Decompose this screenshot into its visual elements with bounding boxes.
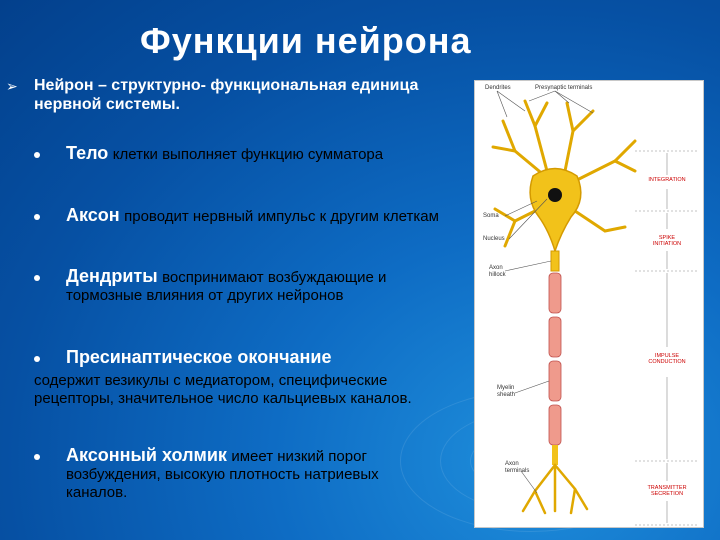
item-body: воспринимают возбуждающие и тормозные влияния от других нейронов <box>66 269 387 304</box>
list-item <box>66 445 406 502</box>
lead-statement: Нейрон – структурно- функциональная единица нервной системы. <box>34 77 419 113</box>
list-item-body <box>34 372 444 408</box>
item-term: Аксон <box>66 205 120 225</box>
list-item <box>66 143 456 164</box>
item-term: Аксонный холмик <box>66 445 227 465</box>
soma-label: Soma <box>483 213 499 219</box>
axon-terminals-label: Axon terminals <box>505 461 530 474</box>
integration-label: INTEGRATION <box>648 177 686 183</box>
item-term: Дендриты <box>66 266 158 286</box>
bullet-icon <box>34 454 40 460</box>
item-body: проводит нервный импульс к другим клеткам <box>124 208 439 225</box>
arrow-bullet-icon: ➢ <box>6 78 18 94</box>
nucleus-label: Nucleus <box>483 236 505 242</box>
spike-initiation-label: SPIKE INITIATION <box>652 235 682 247</box>
transmitter-secretion-label: TRANSMITTER SECRETION <box>647 485 687 497</box>
item-body: имеет низкий порог возбуждения, высокую плотность натриевых каналов. <box>66 448 379 501</box>
list-item-term <box>66 347 456 368</box>
list-item <box>66 205 456 226</box>
item-body: содержит везикулы с медиатором, специфические рецепторы, значительное число кальциевых каналов. <box>34 372 412 407</box>
neuron-diagram <box>474 80 704 528</box>
item-body: клетки выполняет функцию сумматора <box>112 146 384 163</box>
bullet-icon <box>34 356 40 362</box>
item-term: Пресинаптическое окончание <box>66 347 332 367</box>
item-term: Тело <box>66 143 109 163</box>
axon-hillock-label: Axon hillock <box>489 265 506 278</box>
slide-title: Функции нейрона <box>140 20 472 61</box>
bullet-icon <box>34 152 40 158</box>
list-item <box>66 266 446 305</box>
dendrites-label: Dendrites <box>485 85 511 91</box>
bullet-icon <box>34 275 40 281</box>
impulse-conduction-label: IMPULSE CONDUCTION <box>648 353 686 365</box>
myelin-label: Myelin sheath <box>497 385 516 398</box>
bullet-icon <box>34 214 40 220</box>
presynaptic-label: Presynaptic terminals <box>535 85 593 91</box>
